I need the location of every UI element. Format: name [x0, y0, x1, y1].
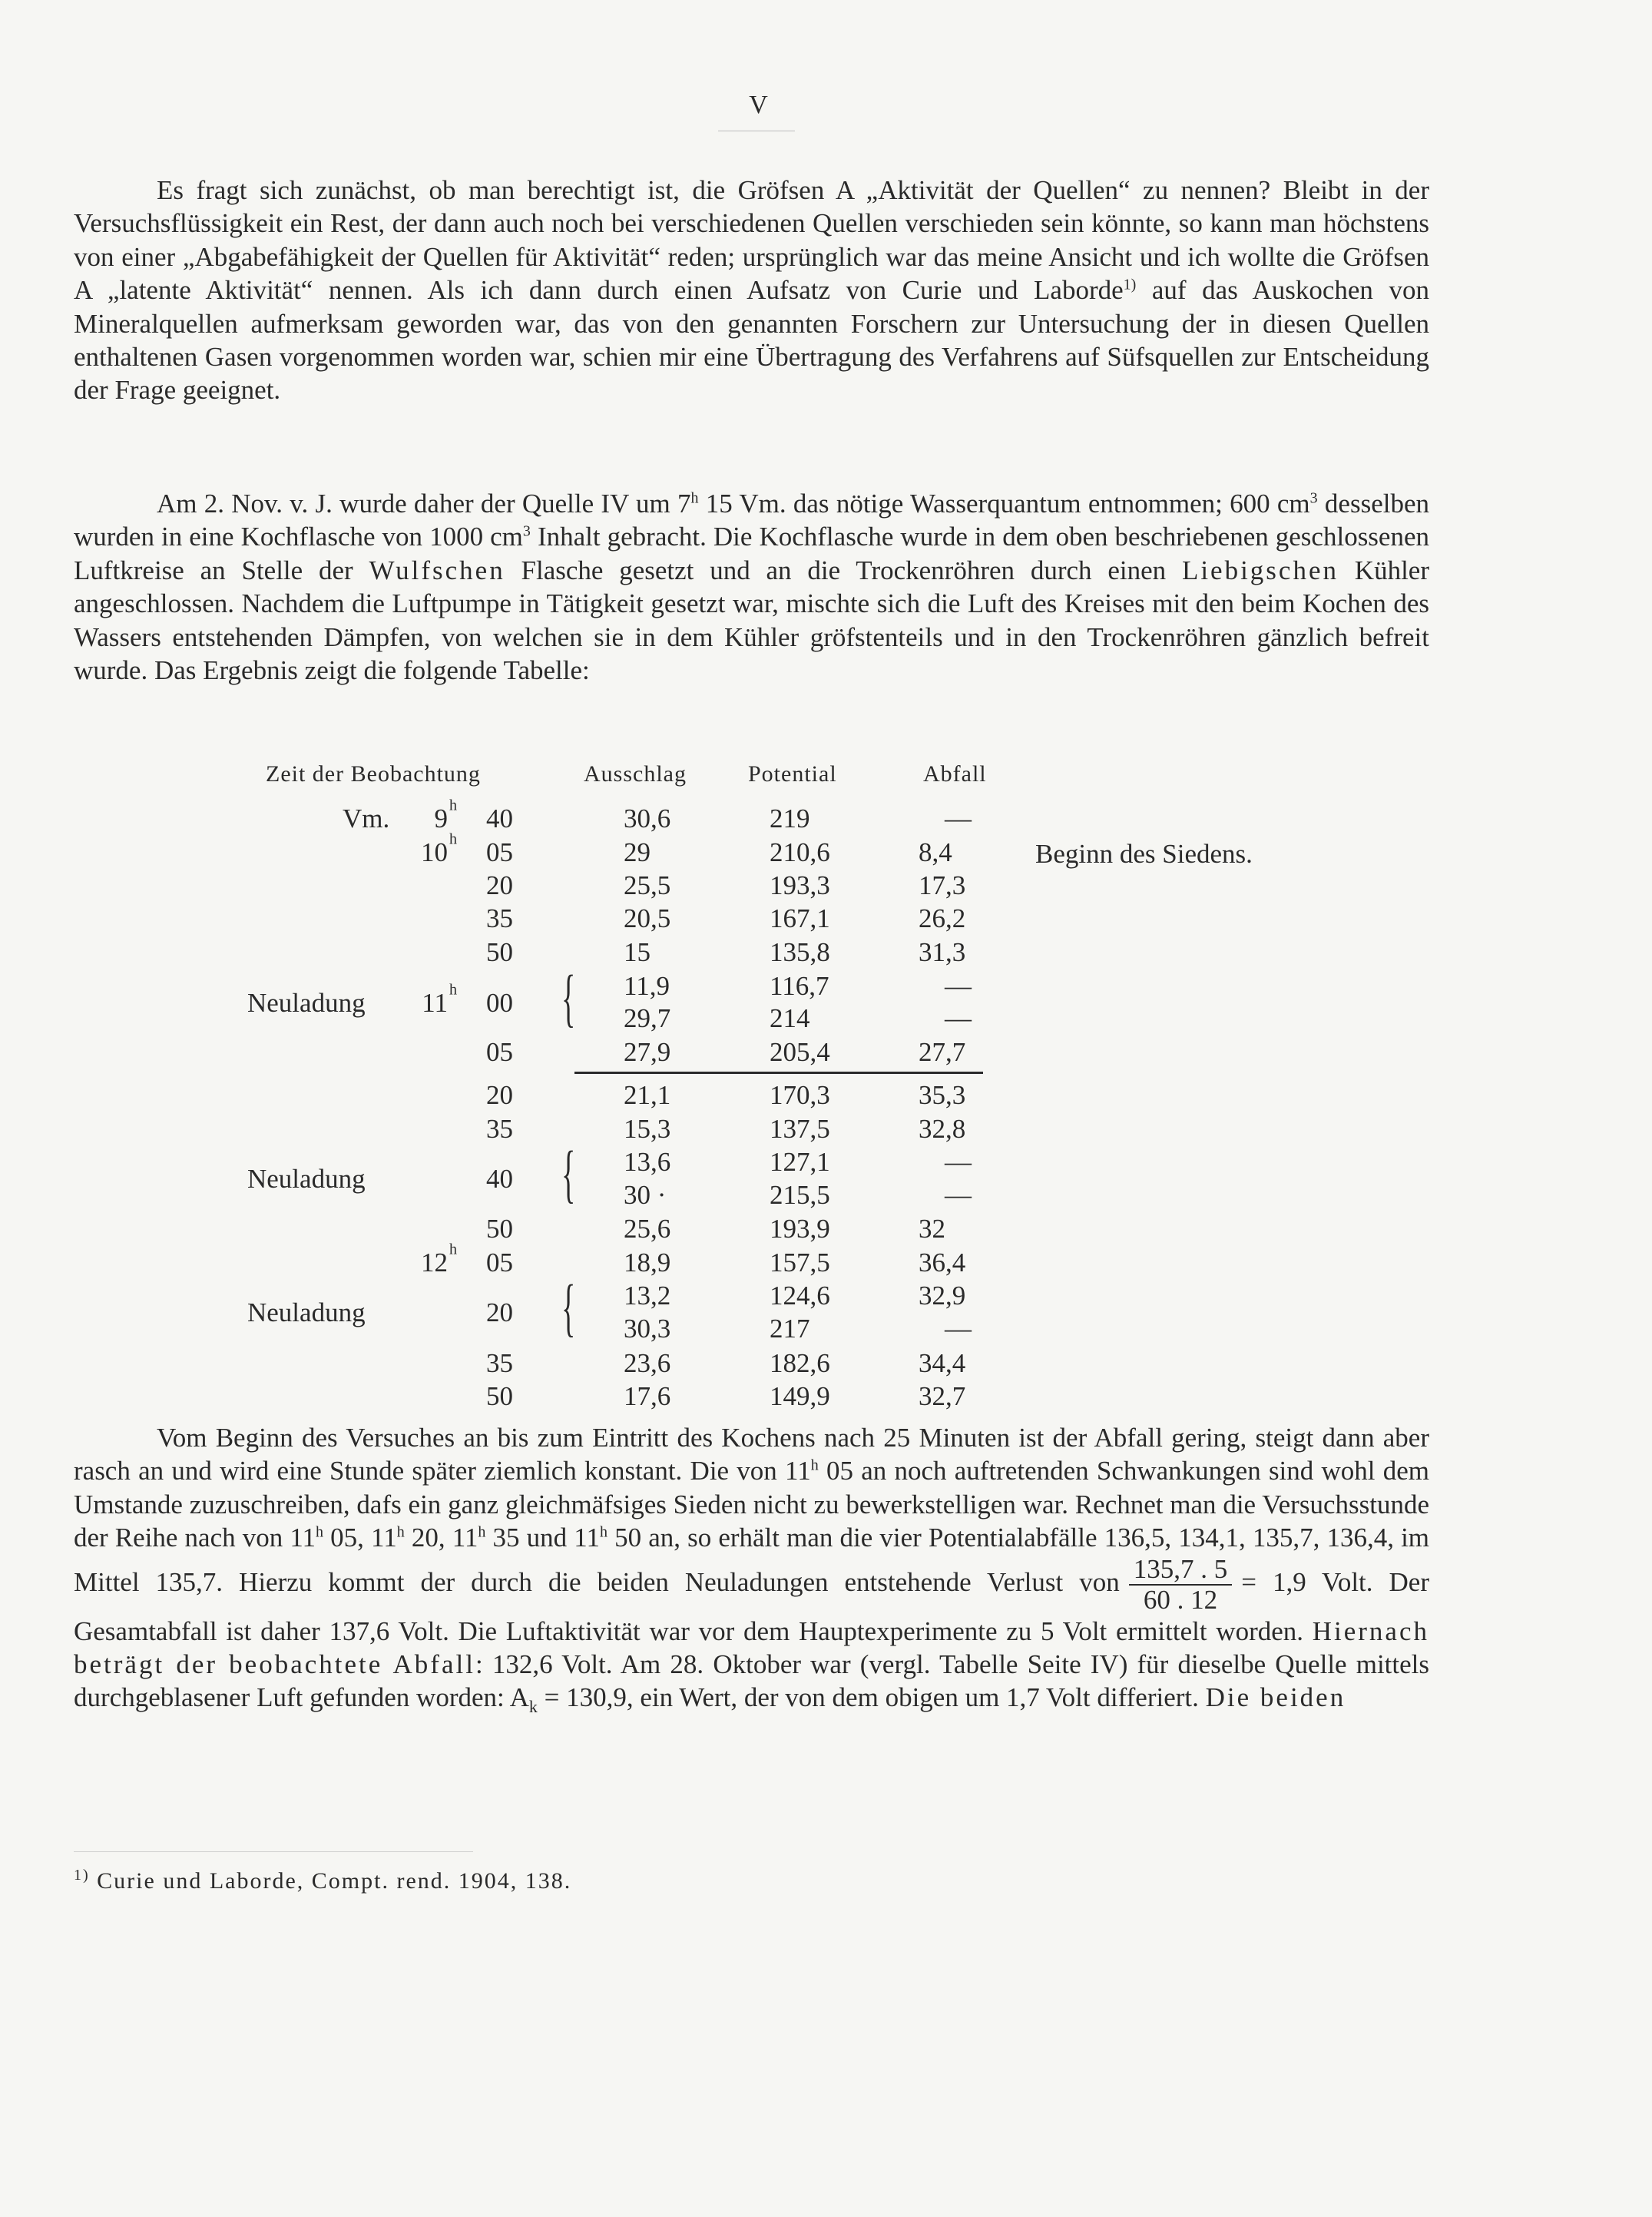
row-ausschlag: 15	[624, 937, 651, 967]
row-abfall: 32,8	[919, 1114, 966, 1144]
header-abfall: Abfall	[923, 761, 987, 787]
paragraph-3-text-g: = 1,9 Volt. Der Gesamtabfall ist daher 137,6 Volt. Die Luftaktivität war vor dem Hauptexperimente zu 5 Volt ermittelt worden.	[74, 1566, 1429, 1646]
row-abfall: 34,4	[919, 1348, 966, 1378]
row-minute: 05	[486, 837, 513, 867]
spaced-phrase: Hiernach beträgt der beobachtete Abfall	[74, 1616, 1429, 1680]
row-potential: 137,5	[770, 1114, 830, 1144]
page-number: V	[749, 91, 768, 119]
row-potential: 127,1	[770, 1147, 830, 1177]
row-abfall: 17,3	[919, 870, 966, 900]
row-ausschlag: 27,9	[624, 1037, 671, 1067]
brace-mark: {	[561, 1138, 576, 1210]
row-potential: 193,9	[770, 1214, 830, 1244]
cm3-mark: 3	[1309, 489, 1318, 507]
hour-mark: h	[449, 797, 457, 814]
row-minute: 20	[486, 1297, 513, 1327]
fraction	[1129, 1555, 1233, 1615]
row-potential: 182,6	[770, 1348, 830, 1378]
row-abfall: —	[945, 804, 972, 833]
brace-mark: {	[561, 963, 576, 1034]
row-potential: 205,4	[770, 1037, 830, 1067]
row-abfall: —	[945, 971, 972, 1001]
header-potential: Potential	[748, 761, 837, 787]
paragraph-3-text-d: 20, 11	[404, 1523, 478, 1553]
row-ausschlag: 25,6	[624, 1214, 671, 1244]
row-minute: 05	[486, 1037, 513, 1067]
row-minute: 20	[486, 1080, 513, 1110]
footnote	[74, 1868, 571, 1894]
brace-mark: {	[561, 1272, 576, 1344]
row-hour-mark	[449, 830, 457, 860]
paragraph-2-text-d: Inhalt gebracht. Die Kochflasche wurde in dem oben beschriebenen geschlossenen Luftkreise an Stelle der	[74, 522, 1429, 585]
subscript-k: k	[528, 1697, 538, 1717]
row-potential: 135,8	[770, 937, 830, 967]
hour-mark: h	[316, 1523, 324, 1541]
row-potential: 124,6	[770, 1281, 830, 1311]
name-wulf: Wulfschen	[369, 555, 505, 585]
row-potential: 193,3	[770, 870, 830, 900]
row-hour-mark	[449, 980, 457, 1011]
row-ausschlag: 29,7	[624, 1003, 671, 1033]
hour-mark: h	[478, 1523, 486, 1541]
paragraph-3-text-f: 50 an, so erhält man die vier Potentialabfälle 136,5, 134,1, 135,7, 136,4, im Mittel 135,7. Hierzu kommt der durch die beiden Neuladungen entstehende Verlust von	[74, 1523, 1430, 1597]
row-ausschlag: 13,6	[624, 1147, 671, 1177]
fraction-denominator: 60 . 12	[1143, 1584, 1218, 1615]
row-ausschlag: 30,6	[624, 804, 671, 833]
row-ausschlag: 21,1	[624, 1080, 671, 1110]
row-hour: 9	[434, 804, 448, 833]
name-liebig: Liebigschen	[1181, 555, 1339, 585]
row-note: Beginn des Siedens.	[1035, 839, 1253, 869]
row-ausschlag: 11,9	[624, 971, 670, 1001]
row-ausschlag: 30 ·	[624, 1180, 667, 1210]
row-minute: 50	[486, 937, 513, 967]
row-minute: 50	[486, 1214, 513, 1244]
hour-mark: h	[449, 981, 457, 999]
row-minute: 40	[486, 804, 513, 833]
paragraph-3-text-c: 05, 11	[323, 1523, 397, 1553]
row-potential: 219	[770, 804, 810, 833]
row-label: Neuladung	[247, 988, 366, 1018]
row-abfall: —	[945, 1180, 972, 1210]
hour-mark: h	[449, 1241, 457, 1258]
row-potential: 157,5	[770, 1248, 830, 1278]
row-potential: 116,7	[770, 971, 829, 1001]
paragraph-1-text: Es fragt sich zunächst, ob man berechtigt ist, die Gröfsen A „Aktivität der Quellen“ zu nennen? Bleibt in der Versuchsflüssigkeit ein Rest, der dann auch noch bei verschiedenen Quellen verschieden sein könnte, so kann man höchstens von einer „Abgabefähigkeit der Quellen für Aktivität“ reden; ursprünglich war das meine Ansicht und ich wollte die Gröfsen A „latente Aktivität“ nennen. Als ich dann durch einen Aufsatz von Curie und Laborde	[74, 175, 1429, 306]
row-abfall: 36,4	[919, 1248, 966, 1278]
row-label: Neuladung	[247, 1297, 366, 1327]
hour-mark: h	[449, 830, 457, 848]
row-ausschlag: 17,6	[624, 1381, 671, 1411]
row-potential: 149,9	[770, 1381, 830, 1411]
row-minute: 35	[486, 903, 513, 933]
paragraph-2-text-c: desselben wurden in eine Kochflasche von 1000 cm	[74, 489, 1429, 552]
row-ausschlag: 23,6	[624, 1348, 671, 1378]
row-potential: 217	[770, 1314, 810, 1344]
row-minute: 20	[486, 870, 513, 900]
row-potential: 215,5	[770, 1180, 830, 1210]
row-ausschlag: 25,5	[624, 870, 671, 900]
header-zeit: Zeit der Beobachtung	[266, 761, 481, 787]
row-abfall: 31,3	[919, 937, 966, 967]
row-abfall: 8,4	[919, 837, 952, 867]
row-label: Neuladung	[247, 1164, 366, 1194]
row-abfall: 32,7	[919, 1381, 966, 1411]
paragraph-2-text-e: Flasche gesetzt und an die Trockenröhren durch einen	[505, 555, 1167, 585]
row-hour: 11	[422, 988, 448, 1018]
hour-mark: h	[690, 489, 699, 507]
paragraph-3-text-h: : 132,6 Volt. Am 28. Oktober war (vergl. Tabelle Seite IV) für dieselbe Quelle mittels durchgeblasener Luft gefunden worden: A	[74, 1649, 1430, 1713]
row-ausschlag: 30,3	[624, 1314, 671, 1344]
row-abfall: —	[945, 1147, 972, 1177]
footnote-text: Curie und Laborde, Compt. rend. 1904, 138.	[97, 1868, 572, 1894]
paragraph-1-end: auf das Auskochen von Mineralquellen aufmerksam geworden war, das von den genannten Forschern zur Untersuchung der in diesen Quellen enthaltenen Gasen vorgenommen worden war, schien mir eine Übertragung des Verfahrens auf Süfsquellen zur Entscheidung der Frage geeignet.	[74, 275, 1429, 406]
footnote-rule	[74, 1851, 473, 1852]
row-abfall: 27,7	[919, 1037, 966, 1067]
row-minute: 05	[486, 1248, 513, 1278]
row-potential: 167,1	[770, 903, 830, 933]
row-hour-mark	[449, 796, 457, 827]
row-abfall: 32	[919, 1214, 945, 1244]
row-abfall: —	[945, 1003, 972, 1033]
row-potential: 170,3	[770, 1080, 830, 1110]
hour-mark: h	[599, 1523, 607, 1541]
row-hour-mark	[449, 1240, 457, 1271]
row-hour: 12	[421, 1248, 448, 1278]
row-minute: 50	[486, 1381, 513, 1411]
cm3-mark: 3	[522, 522, 531, 540]
paragraph-3	[74, 1421, 1429, 1724]
row-label: Vm.	[343, 804, 390, 833]
row-minute: 40	[486, 1164, 513, 1194]
hour-mark: h	[810, 1456, 819, 1474]
hour-mark: h	[396, 1523, 405, 1541]
row-abfall: 35,3	[919, 1080, 966, 1110]
footnote-mark: 1)	[74, 1867, 90, 1884]
paragraph-3-text-a: Vom Beginn des Versuches an bis zum Eintritt des Kochens nach 25 Minuten ist der Abfall gering, steigt dann aber rasch an und wird eine Stunde später ziemlich konstant. Die von 11	[74, 1423, 1429, 1486]
paragraph-2-text-f: Kühler angeschlossen. Nachdem die Luftpumpe in Tätigkeit gesetzt war, mischte sich die Luft des Kreises mit den beim Kochen des Wassers entstehenden Dämpfen, von welchen sie in dem Kühler gröfstenteils und in den Trockenröhren gänzlich befreit wurde. Das Ergebnis zeigt die folgende Tabelle:	[74, 555, 1429, 686]
paragraph-3-text-i: = 130,9, ein Wert, der von dem obigen um 1,7 Volt differiert.	[537, 1682, 1199, 1713]
row-potential: 210,6	[770, 837, 830, 867]
row-ausschlag: 20,5	[624, 903, 671, 933]
header-ausschlag: Ausschlag	[584, 761, 687, 787]
row-ausschlag: 29	[624, 837, 651, 867]
table-divider	[574, 1072, 983, 1074]
row-minute: 35	[486, 1348, 513, 1378]
row-ausschlag: 13,2	[624, 1281, 671, 1311]
row-minute: 00	[486, 988, 513, 1018]
row-abfall: 32,9	[919, 1281, 966, 1311]
paragraph-2-text-b: 15 Vm. das nötige Wasserquantum entnommen; 600 cm	[698, 489, 1310, 519]
row-ausschlag: 18,9	[624, 1248, 671, 1278]
row-hour: 10	[421, 837, 448, 867]
row-abfall: —	[945, 1314, 972, 1344]
row-ausschlag: 15,3	[624, 1114, 671, 1144]
row-minute: 35	[486, 1114, 513, 1144]
row-potential: 214	[770, 1003, 810, 1033]
paragraph-3-text-e: 35 und 11	[485, 1523, 600, 1553]
fraction-numerator: 135,7 . 5	[1129, 1555, 1233, 1586]
spaced-end: Die beiden	[1205, 1682, 1346, 1713]
paragraph-3-text-b: 05 an noch auftretenden Schwankungen sind wohl dem Umstande zuzuschreiben, dafs ein ganz gleichmäfsiges Sieden nicht zu bewerkstelligen war. Rechnet man die Versuchsstunde der Reihe nach von 11	[74, 1456, 1430, 1553]
paragraph-2-text-a: Am 2. Nov. v. J. wurde daher der Quelle IV um 7	[157, 489, 691, 519]
footnote-ref: 1)	[1123, 276, 1137, 293]
row-abfall: 26,2	[919, 903, 966, 933]
